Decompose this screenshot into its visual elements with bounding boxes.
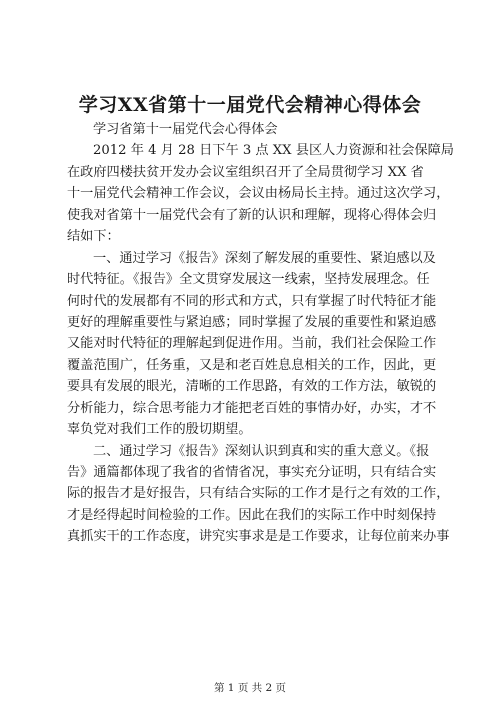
page-number: 第 1 页 共 2 页 [213, 682, 287, 694]
paragraph-line: 何时代的发展都有不同的形式和方式，只有掌握了时代特征才能 [67, 293, 437, 309]
paragraph-line: 一、通过学习《报告》深刻了解发展的重要性、紧迫感以及 [93, 250, 436, 266]
paragraph-line: 结如下： [67, 229, 120, 245]
paragraph-line: 才是经得起时间检验的工作。因此在我们的实际工作中时刻保持 [67, 507, 437, 523]
paragraph-line: 辜负党对我们工作的殷切期望。 [67, 422, 252, 438]
paragraph-line: 告》通篇都体现了我省的省情省况，事实充分证明，只有结合实 [67, 465, 437, 480]
paragraph-line: 在政府四楼扶贫开发办会议室组织召开了全局贯彻学习 XX 省 [67, 164, 424, 180]
paragraph-line: 十一届党代会精神工作会议，会议由杨局长主持。通过这次学习， [67, 186, 450, 202]
subtitle-line: 学习省第十一届党代会心得体会 [93, 122, 278, 137]
paragraph-line: 时代特征。《报告》全文贯穿发展这一线索，坚持发展理念。任 [67, 272, 430, 288]
paragraph-line: 真抓实干的工作态度，讲究实事求是是工作要求，让每位前来办事 [67, 529, 450, 545]
document-body [67, 119, 454, 548]
document-title: 学习XX省第十一届党代会精神心得体会 [78, 94, 422, 116]
paragraph-line: 际的报告才是好报告，只有结合实际的工作才是行之有效的工作， [67, 486, 450, 502]
paragraph-line: 覆盖范围广，任务重，又是和老百姓息息相关的工作，因此，更 [67, 357, 437, 373]
paragraph-line: 要具有发展的眼光，清晰的工作思路，有效的工作方法，敏锐的 [67, 379, 437, 395]
paragraph-line: 分析能力，综合思考能力才能把老百姓的事情办好，办实，才不 [67, 400, 437, 416]
paragraph-line: 更好的理解重要性与紧迫感；同时掌握了发展的重要性和紧迫感 [67, 314, 437, 330]
paragraph-line: 二、通过学习《报告》深刻认识到真和实的重大意义。《报 [93, 443, 430, 459]
paragraph-line: 使我对省第十一届党代会有了新的认识和理解，现将心得体会归 [67, 207, 437, 223]
paragraph-line: 2012 年 4 月 28 日下午 3 点 XX 县区人力资源和社会保障局 [93, 143, 454, 159]
paragraph-line: 又能对时代特征的理解起到促进作用。当前，我们社会保险工作 [67, 336, 437, 352]
